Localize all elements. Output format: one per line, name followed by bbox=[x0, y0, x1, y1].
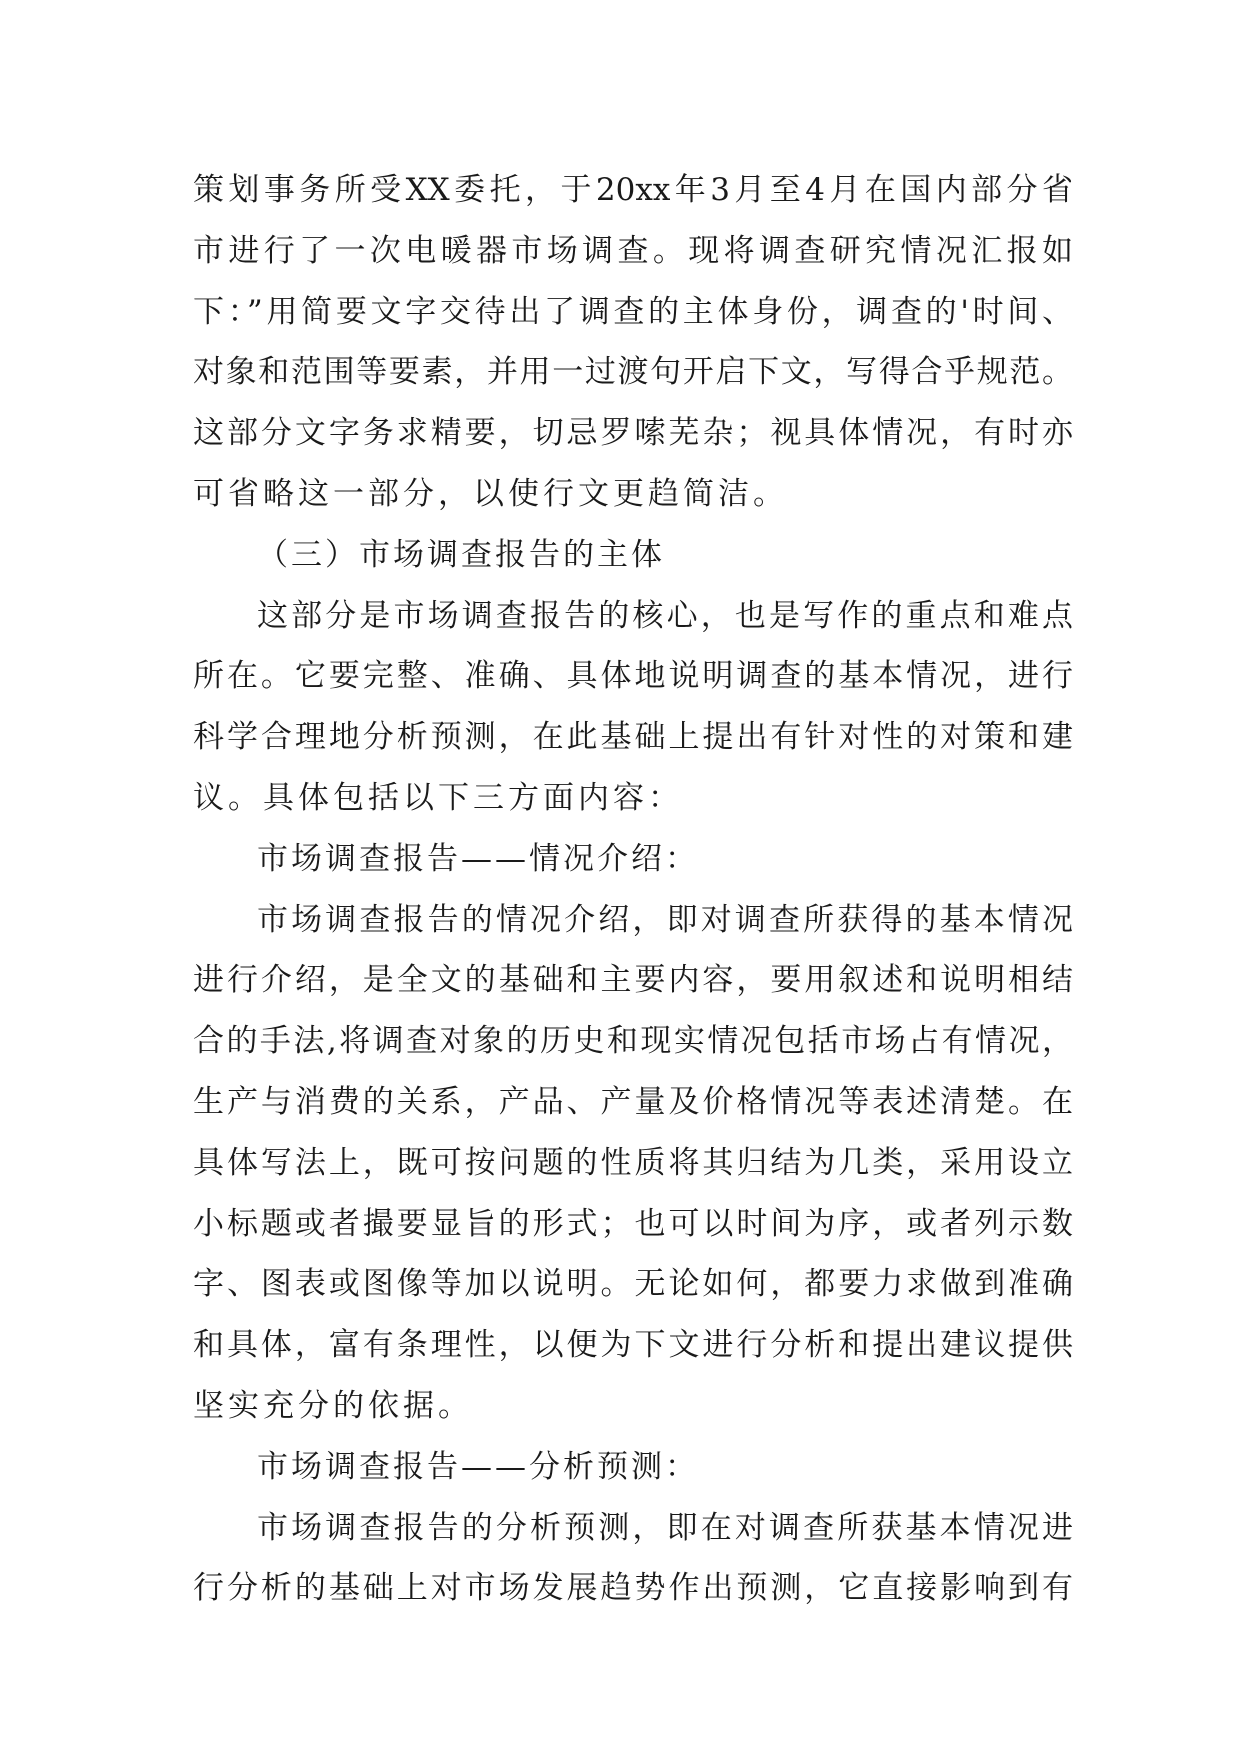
text-line: 行分析的基础上对市场发展趋势作出预测，它直接影响到有 bbox=[193, 1570, 1073, 1607]
text-line: 进行介绍，是全文的基础和主要内容，要用叙述和说明相结 bbox=[193, 962, 1073, 999]
text-line: 和具体，富有条理性，以便为下文进行分析和提出建议提供 bbox=[193, 1327, 1073, 1364]
text-line: 市场调查报告的分析预测，即在对调查所获基本情况进 bbox=[257, 1509, 1073, 1546]
text-line: 这部分是市场调查报告的核心，也是写作的重点和难点 bbox=[257, 597, 1073, 634]
text-line: 所在。它要完整、准确、具体地说明调查的基本情况，进行 bbox=[193, 658, 1073, 695]
text-line: 字、图表或图像等加以说明。无论如何，都要力求做到准确 bbox=[193, 1266, 1073, 1303]
text-line: 可省略这一部分，以使行文更趋简洁。 bbox=[193, 475, 788, 512]
text-line: 策划事务所受XX委托，于20xx年3月至4月在国内部分省 bbox=[193, 172, 1073, 208]
subsection-heading: 市场调查报告——分析预测： bbox=[257, 1448, 699, 1485]
text-line: 下：”用简要文字交待出了调查的主体身份，调查的'时间、 bbox=[193, 293, 1073, 330]
text-line: 议。具体包括以下三方面内容： bbox=[193, 779, 683, 816]
text-line: 对象和范围等要素，并用一过渡句开启下文，写得合乎规范。 bbox=[193, 354, 1073, 391]
text-line: 合的手法,将调查对象的历史和现实情况包括市场占有情况， bbox=[193, 1023, 1073, 1060]
text-line: 小标题或者撮要显旨的形式；也可以时间为序，或者列示数 bbox=[193, 1205, 1073, 1242]
document-body bbox=[193, 160, 1073, 1619]
text-line: 科学合理地分析预测，在此基础上提出有针对性的对策和建 bbox=[193, 719, 1073, 756]
text-line: 市场调查报告的情况介绍，即对调查所获得的基本情况 bbox=[257, 901, 1073, 938]
text-line: 坚实充分的依据。 bbox=[193, 1387, 473, 1424]
text-line: 生产与消费的关系，产品、产量及价格情况等表述清楚。在 bbox=[193, 1083, 1073, 1120]
subsection-heading: 市场调查报告——情况介绍： bbox=[257, 840, 699, 877]
text-line: 市进行了一次电暖器市场调查。现将调查研究情况汇报如 bbox=[193, 232, 1073, 269]
text-line: 这部分文字务求精要，切忌罗嗦芜杂；视具体情况，有时亦 bbox=[193, 415, 1073, 452]
section-heading: （三）市场调查报告的主体 bbox=[257, 536, 665, 573]
text-line: 具体写法上，既可按问题的性质将其归结为几类，采用设立 bbox=[193, 1144, 1073, 1181]
